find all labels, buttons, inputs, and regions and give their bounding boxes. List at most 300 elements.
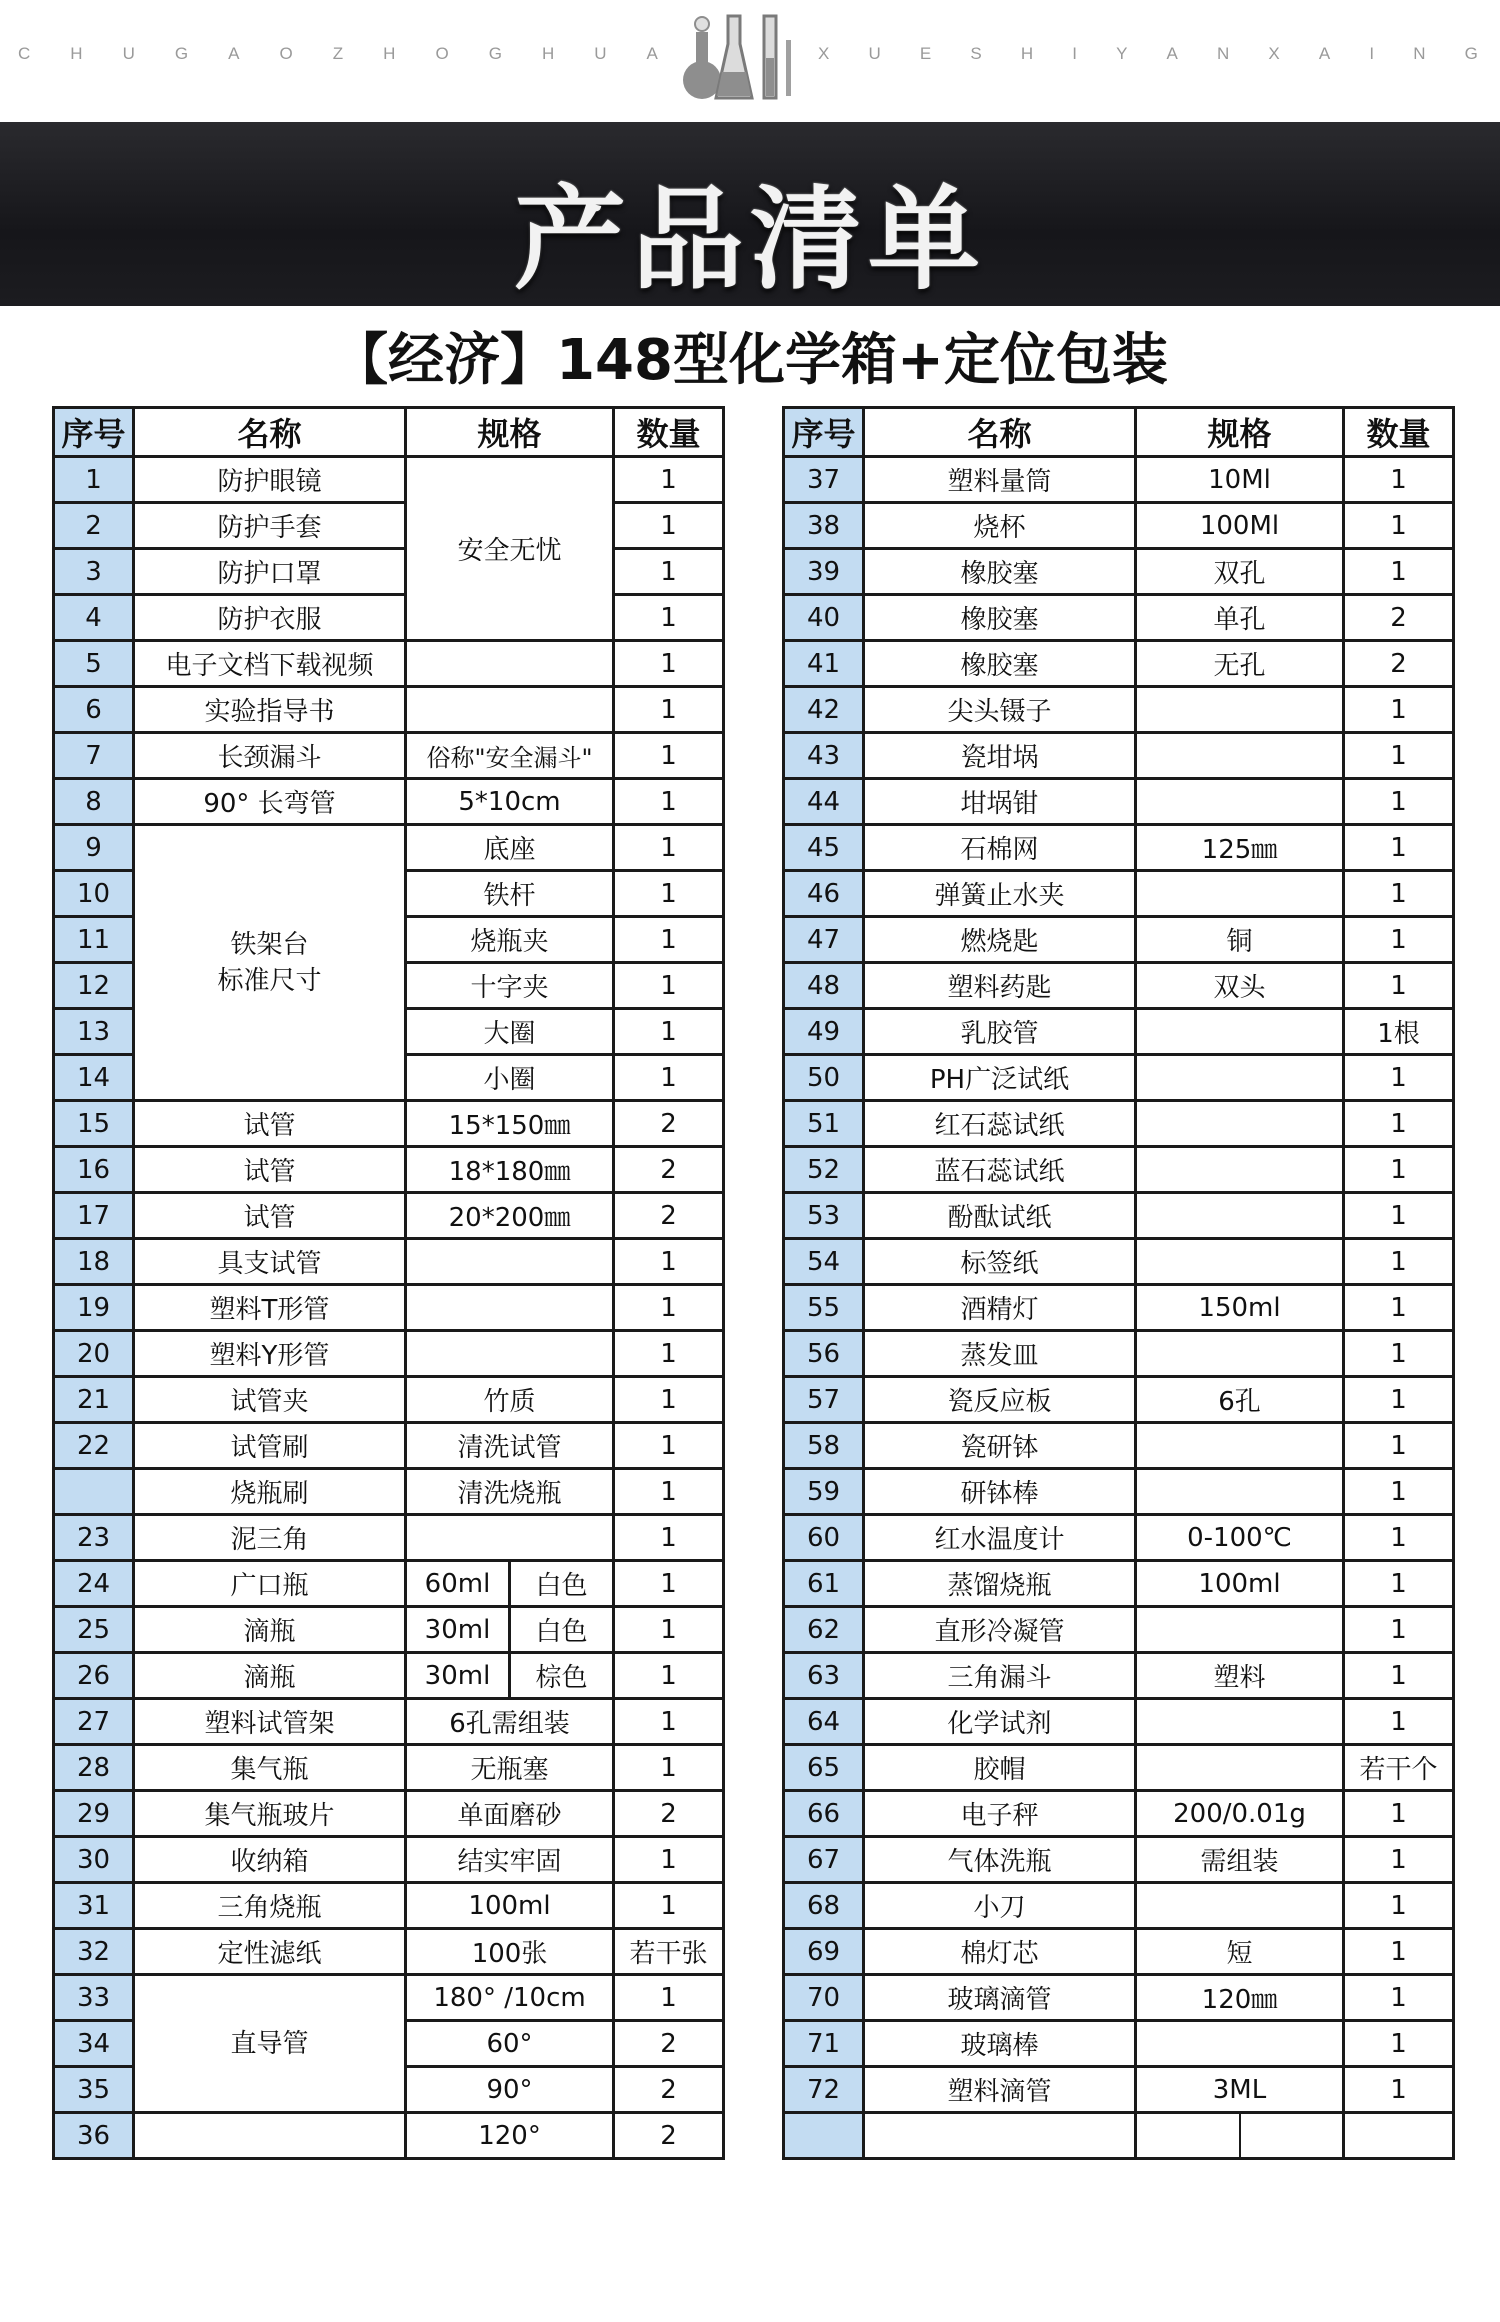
row-number: 31 — [54, 1883, 134, 1929]
item-qty: 2 — [1344, 641, 1454, 687]
item-qty: 1 — [614, 687, 724, 733]
item-qty — [1344, 2113, 1454, 2159]
table-row — [784, 1147, 1454, 1193]
item-name: 塑料量筒 — [864, 457, 1136, 503]
item-qty: 1 — [1344, 1515, 1454, 1561]
item-spec — [1136, 2113, 1344, 2159]
item-qty: 1 — [1344, 871, 1454, 917]
table-row — [54, 733, 724, 779]
item-spec: 双孔 — [1136, 549, 1344, 595]
item-spec: 需组装 — [1136, 1837, 1344, 1883]
item-spec: 底座 — [406, 825, 614, 871]
item-qty: 1 — [614, 1285, 724, 1331]
table-row — [54, 595, 724, 641]
item-name: 防护口罩 — [134, 549, 406, 595]
table-row — [784, 917, 1454, 963]
item-name: 蓝石蕊试纸 — [864, 1147, 1136, 1193]
item-spec — [406, 641, 614, 687]
item-name: 燃烧匙 — [864, 917, 1136, 963]
item-name: 塑料T形管 — [134, 1285, 406, 1331]
table-row — [54, 1653, 724, 1699]
item-spec: 塑料 — [1136, 1653, 1344, 1699]
item-name: 试管 — [134, 1147, 406, 1193]
table-row — [784, 1791, 1454, 1837]
item-qty: 1 — [1344, 733, 1454, 779]
row-number: 28 — [54, 1745, 134, 1791]
table-row — [54, 2113, 724, 2159]
item-qty: 1 — [614, 1837, 724, 1883]
item-name: 乳胶管 — [864, 1009, 1136, 1055]
row-number: 71 — [784, 2021, 864, 2067]
item-name: 玻璃滴管 — [864, 1975, 1136, 2021]
row-number: 36 — [54, 2113, 134, 2159]
item-qty: 1 — [1344, 1561, 1454, 1607]
item-qty: 2 — [1344, 595, 1454, 641]
item-qty: 1 — [614, 825, 724, 871]
item-spec: 十字夹 — [406, 963, 614, 1009]
row-number: 10 — [54, 871, 134, 917]
row-number: 27 — [54, 1699, 134, 1745]
table-row — [54, 1101, 724, 1147]
table-row — [54, 1561, 724, 1607]
item-qty: 1 — [614, 1469, 724, 1515]
header-letter: H — [70, 44, 83, 63]
row-number: 49 — [784, 1009, 864, 1055]
item-qty: 1 — [1344, 1423, 1454, 1469]
item-spec — [1136, 1699, 1344, 1745]
item-spec: 6孔 — [1136, 1377, 1344, 1423]
table-row — [54, 1975, 724, 2021]
table-row — [784, 503, 1454, 549]
header-letter: A — [1166, 44, 1178, 63]
row-number: 43 — [784, 733, 864, 779]
item-spec — [1136, 1607, 1344, 1653]
item-spec: 无瓶塞 — [406, 1745, 614, 1791]
table-row — [784, 1883, 1454, 1929]
table-row — [784, 733, 1454, 779]
item-qty: 1 — [1344, 1147, 1454, 1193]
table-row — [784, 1929, 1454, 1975]
row-number: 38 — [784, 503, 864, 549]
item-name: 塑料试管架 — [134, 1699, 406, 1745]
table-row — [54, 1791, 724, 1837]
table-row — [54, 457, 724, 503]
table-row — [54, 825, 724, 871]
row-number: 59 — [784, 1469, 864, 1515]
item-name: 直导管 — [134, 1975, 406, 2113]
item-qty: 1 — [614, 1745, 724, 1791]
column-header-no: 序号 — [54, 408, 134, 457]
item-spec: 90° — [406, 2067, 614, 2113]
item-name: PH广泛试纸 — [864, 1055, 1136, 1101]
item-qty: 1 — [1344, 1377, 1454, 1423]
row-number: 30 — [54, 1837, 134, 1883]
product-table-left — [52, 406, 725, 2160]
item-spec: 小圈 — [406, 1055, 614, 1101]
item-name: 酚酞试纸 — [864, 1193, 1136, 1239]
item-qty: 1 — [614, 963, 724, 1009]
item-qty: 1 — [1344, 1469, 1454, 1515]
item-spec: 大圈 — [406, 1009, 614, 1055]
row-number: 48 — [784, 963, 864, 1009]
item-qty: 2 — [614, 2067, 724, 2113]
row-number: 52 — [784, 1147, 864, 1193]
item-qty: 1 — [614, 1377, 724, 1423]
item-name: 烧瓶刷 — [134, 1469, 406, 1515]
header-letter: A — [228, 44, 240, 63]
table-row — [784, 1469, 1454, 1515]
item-qty: 1 — [614, 549, 724, 595]
item-name: 石棉网 — [864, 825, 1136, 871]
row-number: 32 — [54, 1929, 134, 1975]
table-row — [784, 1653, 1454, 1699]
item-spec — [406, 1285, 614, 1331]
item-qty: 1 — [614, 1239, 724, 1285]
item-spec — [1136, 1101, 1344, 1147]
header-letter: N — [1217, 44, 1230, 63]
item-spec: 无孔 — [1136, 641, 1344, 687]
table-row — [784, 1515, 1454, 1561]
table-row — [54, 1745, 724, 1791]
row-number: 15 — [54, 1101, 134, 1147]
table-row — [784, 779, 1454, 825]
item-name: 防护衣服 — [134, 595, 406, 641]
item-spec — [1136, 1193, 1344, 1239]
lab-glassware-icon — [680, 10, 810, 102]
row-number: 5 — [54, 641, 134, 687]
item-spec: 3ML — [1136, 2067, 1344, 2113]
table-row — [54, 1515, 724, 1561]
item-name: 研钵棒 — [864, 1469, 1136, 1515]
table-row — [54, 1377, 724, 1423]
table-row — [54, 687, 724, 733]
item-qty: 1 — [1344, 1055, 1454, 1101]
item-spec: 短 — [1136, 1929, 1344, 1975]
header-letter: H — [541, 44, 555, 63]
row-number: 58 — [784, 1423, 864, 1469]
row-number — [54, 1469, 134, 1515]
item-name: 防护手套 — [134, 503, 406, 549]
row-number: 21 — [54, 1377, 134, 1423]
row-number: 22 — [54, 1423, 134, 1469]
row-number: 62 — [784, 1607, 864, 1653]
item-name: 三角漏斗 — [864, 1653, 1136, 1699]
header-letter: I — [1072, 44, 1077, 63]
item-qty: 1 — [1344, 2067, 1454, 2113]
row-number: 19 — [54, 1285, 134, 1331]
table-row — [54, 1837, 724, 1883]
item-qty: 1 — [1344, 549, 1454, 595]
product-table-right — [782, 406, 1455, 2160]
header-letter: U — [868, 44, 881, 63]
table-row — [784, 1331, 1454, 1377]
item-spec: 0-100℃ — [1136, 1515, 1344, 1561]
item-name: 铁架台 标准尺寸 — [134, 825, 406, 1101]
row-number: 54 — [784, 1239, 864, 1285]
item-qty: 1 — [1344, 1239, 1454, 1285]
header-letter: A — [1318, 44, 1331, 63]
row-number: 65 — [784, 1745, 864, 1791]
row-number: 17 — [54, 1193, 134, 1239]
table-row — [784, 687, 1454, 733]
header-letter: A — [646, 44, 658, 63]
item-qty: 2 — [614, 2021, 724, 2067]
row-number: 39 — [784, 549, 864, 595]
table-row — [784, 1423, 1454, 1469]
header-letter: O — [279, 44, 293, 63]
item-qty: 1 — [1344, 917, 1454, 963]
header-letter: G — [488, 44, 502, 63]
item-qty: 1 — [614, 1009, 724, 1055]
item-qty: 1 — [1344, 1101, 1454, 1147]
item-name: 集气瓶 — [134, 1745, 406, 1791]
item-spec: 18*180㎜ — [406, 1147, 614, 1193]
item-spec: 10Ml — [1136, 457, 1344, 503]
row-number: 42 — [784, 687, 864, 733]
table-row — [784, 1193, 1454, 1239]
item-name: 塑料药匙 — [864, 963, 1136, 1009]
row-number: 14 — [54, 1055, 134, 1101]
row-number: 66 — [784, 1791, 864, 1837]
table-row — [54, 1239, 724, 1285]
item-qty: 1 — [1344, 2021, 1454, 2067]
item-qty: 1 — [1344, 1653, 1454, 1699]
row-number: 13 — [54, 1009, 134, 1055]
row-number: 18 — [54, 1239, 134, 1285]
row-number: 41 — [784, 641, 864, 687]
row-number: 57 — [784, 1377, 864, 1423]
item-spec — [1136, 1469, 1344, 1515]
table-row — [54, 1929, 724, 1975]
row-number: 7 — [54, 733, 134, 779]
item-name: 烧杯 — [864, 503, 1136, 549]
table-row — [54, 1193, 724, 1239]
table-row — [784, 1607, 1454, 1653]
header-letter: X — [1268, 44, 1280, 63]
row-number: 6 — [54, 687, 134, 733]
item-name: 试管夹 — [134, 1377, 406, 1423]
item-name: 具支试管 — [134, 1239, 406, 1285]
column-header-no: 序号 — [784, 408, 864, 457]
item-name: 滴瓶 — [134, 1653, 406, 1699]
item-spec: 60° — [406, 2021, 614, 2067]
row-number: 20 — [54, 1331, 134, 1377]
item-spec: 铁杆 — [406, 871, 614, 917]
table-row — [784, 1699, 1454, 1745]
header-letters-left — [18, 44, 658, 64]
row-number: 47 — [784, 917, 864, 963]
item-qty: 1 — [614, 1331, 724, 1377]
item-name: 直形冷凝管 — [864, 1607, 1136, 1653]
item-qty: 2 — [614, 1147, 724, 1193]
item-spec: 100ml — [406, 1883, 614, 1929]
item-spec — [1136, 1331, 1344, 1377]
item-name: 瓷反应板 — [864, 1377, 1136, 1423]
item-name: 橡胶塞 — [864, 641, 1136, 687]
header-letter: Z — [332, 44, 344, 63]
row-number: 33 — [54, 1975, 134, 2021]
item-spec — [1136, 1883, 1344, 1929]
table-row — [54, 779, 724, 825]
table-row — [54, 1423, 724, 1469]
item-name: 电子秤 — [864, 1791, 1136, 1837]
table-row — [784, 595, 1454, 641]
table-row — [784, 457, 1454, 503]
item-name: 收纳箱 — [134, 1837, 406, 1883]
row-number: 34 — [54, 2021, 134, 2067]
item-name: 三角烧瓶 — [134, 1883, 406, 1929]
item-spec: 单面磨砂 — [406, 1791, 614, 1837]
table-row — [784, 1837, 1454, 1883]
item-spec — [1136, 1745, 1344, 1791]
header-letter: U — [594, 44, 607, 63]
item-name: 塑料滴管 — [864, 2067, 1136, 2113]
item-name: 泥三角 — [134, 1515, 406, 1561]
item-spec — [406, 1239, 614, 1285]
item-qty: 1 — [614, 457, 724, 503]
item-spec: 30ml — [406, 1607, 510, 1653]
table-row — [54, 1883, 724, 1929]
column-header-qty: 数量 — [1344, 408, 1454, 457]
row-number: 37 — [784, 457, 864, 503]
table-row — [784, 1239, 1454, 1285]
row-number: 51 — [784, 1101, 864, 1147]
row-number: 24 — [54, 1561, 134, 1607]
row-number: 70 — [784, 1975, 864, 2021]
row-number: 67 — [784, 1837, 864, 1883]
row-number: 63 — [784, 1653, 864, 1699]
item-qty: 1 — [1344, 457, 1454, 503]
row-number: 12 — [54, 963, 134, 1009]
row-number: 72 — [784, 2067, 864, 2113]
table-row — [784, 825, 1454, 871]
table-row — [784, 2113, 1454, 2159]
item-spec: 结实牢固 — [406, 1837, 614, 1883]
item-name: 气体洗瓶 — [864, 1837, 1136, 1883]
item-spec — [1136, 1055, 1344, 1101]
row-number: 4 — [54, 595, 134, 641]
table-row — [54, 549, 724, 595]
item-qty: 1 — [614, 733, 724, 779]
list-subtitle: 【经济】148型化学箱+定位包装 — [332, 328, 1168, 393]
item-name: 酒精灯 — [864, 1285, 1136, 1331]
item-qty: 1 — [614, 1653, 724, 1699]
table-row — [54, 1147, 724, 1193]
header-letter: N — [1413, 44, 1426, 63]
item-spec: 60ml — [406, 1561, 510, 1607]
item-spec: 180° /10cm — [406, 1975, 614, 2021]
table-header-row — [54, 408, 724, 457]
table-row — [54, 1607, 724, 1653]
item-name: 防护眼镜 — [134, 457, 406, 503]
item-qty: 1 — [1344, 687, 1454, 733]
item-name: 化学试剂 — [864, 1699, 1136, 1745]
item-spec: 双头 — [1136, 963, 1344, 1009]
table-row — [54, 1699, 724, 1745]
item-name: 瓷坩埚 — [864, 733, 1136, 779]
header-letter: G — [174, 44, 189, 63]
header-letter: I — [1369, 44, 1375, 63]
row-number: 64 — [784, 1699, 864, 1745]
row-number — [784, 2113, 864, 2159]
item-name: 红石蕊试纸 — [864, 1101, 1136, 1147]
table-row — [784, 1561, 1454, 1607]
item-color: 白色 — [510, 1607, 614, 1653]
item-spec: 100Ml — [1136, 503, 1344, 549]
column-header-qty: 数量 — [614, 408, 724, 457]
table-row — [784, 1009, 1454, 1055]
item-name: 坩埚钳 — [864, 779, 1136, 825]
item-name: 蒸发皿 — [864, 1331, 1136, 1377]
header-letter: H — [1020, 44, 1034, 63]
table-row — [784, 871, 1454, 917]
item-qty: 1 — [614, 1607, 724, 1653]
item-name: 弹簧止水夹 — [864, 871, 1136, 917]
item-name: 红水温度计 — [864, 1515, 1136, 1561]
item-qty: 1 — [614, 917, 724, 963]
item-spec — [1136, 2021, 1344, 2067]
row-number: 56 — [784, 1331, 864, 1377]
item-qty: 1 — [1344, 825, 1454, 871]
item-qty: 1根 — [1344, 1009, 1454, 1055]
header-letter: E — [919, 44, 932, 63]
item-name: 广口瓶 — [134, 1561, 406, 1607]
top-strip — [0, 0, 1500, 122]
item-qty: 1 — [614, 1423, 724, 1469]
item-spec — [1136, 1147, 1344, 1193]
item-name: 蒸馏烧瓶 — [864, 1561, 1136, 1607]
row-number: 26 — [54, 1653, 134, 1699]
item-spec: 125㎜ — [1136, 825, 1344, 871]
row-number: 23 — [54, 1515, 134, 1561]
item-spec: 安全无忧 — [406, 457, 614, 641]
table-row — [784, 1101, 1454, 1147]
item-name: 胶帽 — [864, 1745, 1136, 1791]
column-header-spec: 规格 — [1136, 408, 1344, 457]
table-row — [784, 549, 1454, 595]
row-number: 55 — [784, 1285, 864, 1331]
item-name: 试管 — [134, 1101, 406, 1147]
row-number: 2 — [54, 503, 134, 549]
item-spec: 烧瓶夹 — [406, 917, 614, 963]
item-qty: 1 — [614, 779, 724, 825]
item-qty: 2 — [614, 2113, 724, 2159]
item-qty: 2 — [614, 1101, 724, 1147]
row-number: 50 — [784, 1055, 864, 1101]
item-name: 标签纸 — [864, 1239, 1136, 1285]
item-qty: 1 — [1344, 1285, 1454, 1331]
row-number: 46 — [784, 871, 864, 917]
item-spec: 120° — [406, 2113, 614, 2159]
table-row — [784, 963, 1454, 1009]
row-number: 35 — [54, 2067, 134, 2113]
row-number: 3 — [54, 549, 134, 595]
item-spec — [1136, 1009, 1344, 1055]
item-name: 尖头镊子 — [864, 687, 1136, 733]
item-name: 瓷研钵 — [864, 1423, 1136, 1469]
item-spec — [1136, 871, 1344, 917]
item-qty: 1 — [614, 1055, 724, 1101]
item-qty: 1 — [1344, 963, 1454, 1009]
item-name — [134, 2113, 406, 2159]
item-spec — [1136, 1423, 1344, 1469]
item-qty: 1 — [614, 595, 724, 641]
item-spec: 清洗烧瓶 — [406, 1469, 614, 1515]
item-spec — [1136, 733, 1344, 779]
header-letter: G — [1464, 44, 1478, 63]
table-row — [784, 2021, 1454, 2067]
row-number: 60 — [784, 1515, 864, 1561]
